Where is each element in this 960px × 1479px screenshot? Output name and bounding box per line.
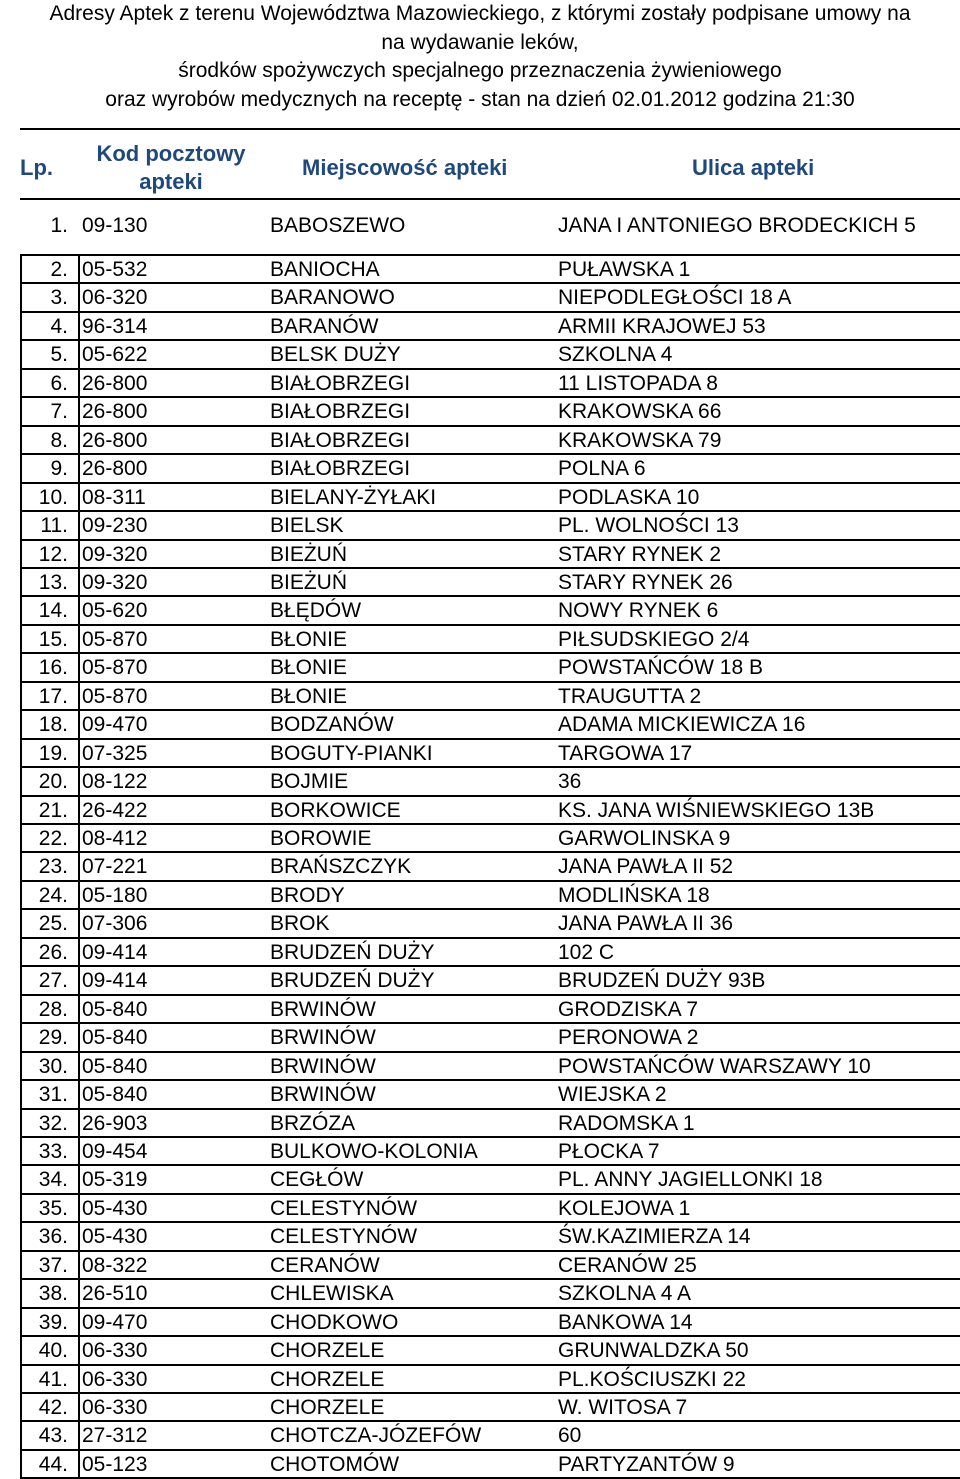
cell-lp: 9.	[50, 457, 68, 481]
cell-miejscowosc: BIAŁOBRZEGI	[270, 457, 411, 481]
cell-miejscowosc: BRZÓZA	[270, 1111, 356, 1135]
column-header-kod-line1: Kod pocztowy	[96, 141, 246, 166]
cell-kod: 26-422	[82, 798, 148, 822]
cell-ulica: PERONOWA 2	[558, 1026, 699, 1050]
cell-kod: 08-122	[82, 770, 148, 794]
table-row	[0, 626, 960, 655]
cell-miejscowosc: BELSK DUŻY	[270, 343, 401, 367]
cell-ulica: ŚW.KAZIMIERZA 14	[558, 1225, 751, 1249]
cell-kod: 09-470	[82, 1310, 148, 1334]
cell-kod: 09-470	[82, 713, 148, 737]
cell-ulica: GRODZISKA 7	[558, 997, 699, 1021]
cell-miejscowosc: BIELANY-ŻYŁAKI	[270, 485, 437, 509]
cell-kod: 05-620	[82, 599, 148, 623]
table-row	[0, 512, 960, 541]
table-row	[0, 541, 960, 570]
cell-kod: 05-840	[82, 1026, 148, 1050]
cell-miejscowosc: BOJMIE	[270, 770, 349, 794]
column-header-ulica: Ulica apteki	[692, 155, 815, 180]
cell-kod: 07-306	[82, 912, 148, 936]
cell-ulica: ADAMA MICKIEWICZA 16	[558, 713, 806, 737]
cell-lp: 17.	[38, 684, 68, 708]
cell-lp: 16.	[38, 656, 68, 680]
cell-kod: 06-320	[82, 286, 148, 310]
table-row	[0, 996, 960, 1025]
cell-lp: 22.	[38, 827, 68, 850]
cell-kod: 27-312	[82, 1424, 148, 1448]
table-left-border	[20, 256, 22, 1478]
document-title	[0, 0, 960, 114]
cell-kod: 09-414	[82, 969, 148, 993]
cell-miejscowosc: BRWINÓW	[270, 1026, 376, 1050]
cell-lp: 1.	[50, 214, 68, 237]
cell-miejscowosc: BRUDZEŃ DUŻY	[270, 969, 435, 993]
cell-kod: 05-840	[82, 1054, 148, 1078]
table-row	[0, 212, 960, 248]
cell-miejscowosc: CHLEWISKA	[270, 1282, 394, 1306]
cell-ulica: NIEPODLEGŁOŚCI 18 A	[558, 286, 792, 310]
table-row	[0, 398, 960, 427]
cell-lp: 33.	[38, 1139, 68, 1163]
cell-ulica: W. WITOSA 7	[558, 1396, 688, 1419]
cell-miejscowosc: CHORZELE	[270, 1367, 385, 1391]
cell-miejscowosc: BRWINÓW	[270, 1083, 376, 1107]
column-header-kod-line2: apteki	[139, 169, 203, 194]
cell-lp: 27.	[38, 969, 68, 993]
cell-lp: 11.	[40, 514, 68, 538]
cell-miejscowosc: CHODKOWO	[270, 1310, 399, 1334]
title-line-3: środków spożywczych specjalnego przeznaczenia żywieniowego	[178, 59, 782, 82]
cell-kod: 26-510	[82, 1282, 148, 1306]
cell-miejscowosc: BARANÓW	[270, 314, 379, 338]
table-row	[0, 654, 960, 683]
cell-ulica: CERANÓW 25	[558, 1253, 697, 1277]
cell-kod: 05-123	[82, 1452, 148, 1476]
table-row	[0, 427, 960, 456]
cell-kod: 05-870	[82, 684, 148, 708]
cell-miejscowosc: BROK	[270, 912, 330, 936]
cell-lp: 34.	[38, 1168, 68, 1192]
cell-lp: 18.	[38, 713, 68, 737]
column-divider-lp	[78, 256, 80, 1478]
cell-miejscowosc: BODZANÓW	[270, 713, 394, 737]
table-row	[0, 1223, 960, 1252]
cell-ulica: PL.KOŚCIUSZKI 22	[558, 1367, 746, 1391]
table-row	[0, 1280, 960, 1309]
cell-miejscowosc: BRWINÓW	[270, 997, 376, 1021]
cell-kod: 05-532	[82, 258, 148, 281]
title-line-4: oraz wyrobów medycznych na receptę - stan na dzień 02.01.2012 godzina 21:30	[105, 87, 855, 111]
cell-lp: 10.	[38, 485, 68, 509]
cell-miejscowosc: BRAŃSZCZYK	[270, 855, 412, 879]
cell-miejscowosc: BIELSK	[270, 514, 344, 538]
cell-kod: 26-800	[82, 457, 148, 481]
cell-lp: 38.	[38, 1282, 68, 1306]
table-row	[0, 740, 960, 769]
cell-ulica: SZKOLNA 4 A	[558, 1282, 692, 1306]
table-row	[0, 1024, 960, 1053]
cell-miejscowosc: BIEŻUŃ	[270, 542, 348, 566]
table-row	[0, 853, 960, 882]
table-row	[0, 683, 960, 712]
cell-kod: 05-870	[82, 627, 148, 651]
cell-lp: 36.	[38, 1225, 68, 1249]
cell-lp: 30.	[38, 1054, 68, 1078]
cell-kod: 26-800	[82, 400, 148, 424]
table-row	[0, 1081, 960, 1110]
table-row	[0, 1309, 960, 1338]
cell-kod: 06-330	[82, 1367, 148, 1391]
table-row	[0, 768, 960, 797]
cell-miejscowosc: CHOTOMÓW	[270, 1452, 400, 1476]
cell-kod: 09-320	[82, 542, 148, 566]
cell-kod: 05-840	[82, 997, 148, 1021]
cell-kod: 05-180	[82, 883, 148, 907]
cell-ulica: BANKOWA 14	[558, 1310, 693, 1334]
table-row	[0, 939, 960, 968]
cell-kod: 05-430	[82, 1225, 148, 1249]
cell-miejscowosc: BOGUTY-PIANKI	[270, 741, 433, 765]
cell-ulica: PODLASKA 10	[558, 485, 700, 509]
cell-lp: 25.	[38, 912, 68, 936]
cell-lp: 8.	[50, 428, 68, 452]
cell-miejscowosc: BRWINÓW	[270, 1054, 376, 1078]
table-row	[0, 1053, 960, 1082]
table-row	[0, 256, 960, 285]
cell-miejscowosc: BIAŁOBRZEGI	[270, 428, 411, 452]
cell-ulica: PŁOCKA 7	[558, 1139, 660, 1163]
cell-kod: 06-330	[82, 1339, 148, 1363]
table-row	[0, 455, 960, 484]
cell-lp: 13.	[38, 570, 68, 594]
cell-kod: 05-319	[82, 1168, 148, 1192]
cell-ulica: 36	[558, 770, 582, 794]
table-row	[0, 1422, 960, 1451]
cell-ulica: GRUNWALDZKA 50	[558, 1339, 749, 1363]
cell-miejscowosc: CHOTCZA-JÓZEFÓW	[270, 1424, 482, 1448]
cell-miejscowosc: BŁĘDÓW	[270, 599, 362, 623]
table-row	[0, 1252, 960, 1281]
table-row	[0, 370, 960, 399]
cell-kod: 26-800	[82, 371, 148, 395]
table-row	[0, 597, 960, 626]
title-line-2: na wydawanie leków,	[381, 30, 579, 54]
cell-kod: 09-130	[82, 214, 148, 237]
cell-lp: 7.	[50, 400, 68, 424]
cell-miejscowosc: BABOSZEWO	[270, 214, 406, 237]
cell-ulica: TRAUGUTTA 2	[558, 684, 702, 708]
cell-kod: 26-800	[82, 428, 148, 452]
table-row	[0, 1195, 960, 1224]
cell-ulica: TARGOWA 17	[558, 741, 693, 765]
cell-ulica: KS. JANA WIŚNIEWSKIEGO 13B	[558, 798, 875, 822]
cell-lp: 5.	[50, 343, 68, 367]
cell-kod: 96-314	[82, 314, 148, 338]
cell-ulica: POWSTAŃCÓW WARSZAWY 10	[558, 1054, 871, 1078]
cell-kod: 05-870	[82, 656, 148, 680]
cell-ulica: GARWOLINSKA 9	[558, 827, 731, 850]
cell-lp: 31.	[38, 1083, 68, 1107]
cell-lp: 39.	[38, 1310, 68, 1334]
column-header-miejscowosc: Miejscowość apteki	[302, 155, 508, 180]
cell-miejscowosc: CHORZELE	[270, 1396, 385, 1419]
cell-lp: 4.	[50, 314, 68, 338]
cell-lp: 41.	[38, 1367, 68, 1391]
cell-miejscowosc: BOROWIE	[270, 827, 372, 850]
cell-kod: 05-430	[82, 1196, 148, 1220]
cell-miejscowosc: BRODY	[270, 883, 345, 907]
cell-lp: 28.	[38, 997, 68, 1021]
table-row	[0, 284, 960, 313]
cell-kod: 09-230	[82, 514, 148, 538]
cell-kod: 08-322	[82, 1253, 148, 1277]
cell-kod: 05-622	[82, 343, 148, 367]
cell-kod: 09-414	[82, 940, 148, 964]
cell-lp: 24.	[38, 883, 68, 907]
cell-miejscowosc: BŁONIE	[270, 656, 348, 680]
cell-lp: 3.	[50, 286, 68, 310]
cell-ulica: POLNA 6	[558, 457, 646, 481]
cell-lp: 43.	[38, 1424, 68, 1448]
cell-ulica: PL. ANNY JAGIELLONKI 18	[558, 1168, 823, 1192]
cell-ulica: PL. WOLNOŚCI 13	[558, 514, 739, 538]
cell-miejscowosc: BARANOWO	[270, 286, 395, 310]
cell-miejscowosc: CERANÓW	[270, 1253, 380, 1277]
column-header-kod	[82, 140, 260, 196]
cell-ulica: NOWY RYNEK 6	[558, 599, 719, 623]
cell-lp: 12.	[38, 542, 68, 566]
column-header-lp: Lp.	[20, 155, 53, 180]
cell-lp: 40.	[38, 1339, 68, 1363]
cell-ulica: SZKOLNA 4	[558, 343, 673, 367]
table-row	[0, 825, 960, 854]
cell-ulica: STARY RYNEK 2	[558, 542, 722, 566]
cell-miejscowosc: BRUDZEŃ DUŻY	[270, 940, 435, 964]
cell-ulica: JANA I ANTONIEGO BRODECKICH 5	[558, 214, 916, 237]
table-row	[0, 711, 960, 740]
cell-lp: 2.	[50, 258, 68, 281]
cell-ulica: PARTYZANTÓW 9	[558, 1452, 735, 1476]
cell-lp: 32.	[38, 1111, 68, 1135]
cell-miejscowosc: BIAŁOBRZEGI	[270, 371, 411, 395]
cell-kod: 07-325	[82, 741, 148, 765]
table-row	[0, 1366, 960, 1395]
cell-miejscowosc: BIEŻUŃ	[270, 570, 348, 594]
cell-lp: 26.	[38, 940, 68, 964]
cell-lp: 44.	[38, 1452, 68, 1476]
cell-miejscowosc: BANIOCHA	[270, 258, 380, 281]
table-row	[0, 313, 960, 342]
cell-ulica: PIŁSUDSKIEGO 2/4	[558, 627, 750, 651]
cell-kod: 05-840	[82, 1083, 148, 1107]
cell-kod: 08-412	[82, 827, 148, 850]
cell-kod: 26-903	[82, 1111, 148, 1135]
cell-miejscowosc: CHORZELE	[270, 1339, 385, 1363]
cell-lp: 21.	[38, 798, 68, 822]
table-row	[0, 484, 960, 513]
cell-lp: 6.	[50, 371, 68, 395]
cell-ulica: JANA PAWŁA II 36	[558, 912, 734, 936]
table-row	[0, 1394, 960, 1423]
cell-miejscowosc: CEGŁÓW	[270, 1168, 364, 1192]
cell-miejscowosc: BULKOWO-KOLONIA	[270, 1139, 478, 1163]
table-row	[0, 1138, 960, 1167]
cell-ulica: 60	[558, 1424, 582, 1448]
cell-kod: 07-221	[82, 855, 148, 879]
cell-lp: 35.	[38, 1196, 68, 1220]
table-row	[0, 341, 960, 370]
table-row	[0, 569, 960, 598]
cell-kod: 09-320	[82, 570, 148, 594]
cell-miejscowosc: BŁONIE	[270, 627, 348, 651]
cell-ulica: KRAKOWSKA 66	[558, 400, 722, 424]
header-bottom-border	[20, 198, 960, 200]
cell-lp: 15.	[38, 627, 68, 651]
cell-lp: 42.	[38, 1396, 68, 1419]
table-row	[0, 1110, 960, 1139]
table-top-border	[20, 128, 960, 130]
cell-ulica: MODLIŃSKA 18	[558, 883, 710, 907]
cell-lp: 19.	[38, 741, 68, 765]
table-row	[0, 797, 960, 826]
table-row	[0, 967, 960, 996]
table-row	[0, 1166, 960, 1195]
cell-ulica: ARMII KRAJOWEJ 53	[558, 314, 766, 338]
cell-miejscowosc: CELESTYNÓW	[270, 1196, 418, 1220]
cell-kod: 06-330	[82, 1396, 148, 1419]
cell-ulica: STARY RYNEK 26	[558, 570, 733, 594]
table-row	[0, 1451, 960, 1479]
cell-ulica: PUŁAWSKA 1	[558, 258, 691, 281]
cell-lp: 37.	[38, 1253, 68, 1277]
cell-ulica: BRUDZEŃ DUŻY 93B	[558, 969, 766, 993]
cell-ulica: KOLEJOWA 1	[558, 1196, 691, 1220]
table-row	[0, 882, 960, 911]
title-line-1: Adresy Aptek z terenu Województwa Mazowieckiego, z którymi zostały podpisane umowy na	[49, 2, 911, 25]
cell-lp: 23.	[38, 855, 68, 879]
table-row	[0, 1337, 960, 1366]
cell-lp: 14.	[38, 599, 68, 623]
cell-miejscowosc: BORKOWICE	[270, 798, 401, 822]
cell-miejscowosc: BŁONIE	[270, 684, 348, 708]
cell-ulica: 11 LISTOPADA 8	[558, 371, 718, 395]
cell-lp: 29.	[38, 1026, 68, 1050]
cell-miejscowosc: BIAŁOBRZEGI	[270, 400, 411, 424]
cell-miejscowosc: CELESTYNÓW	[270, 1225, 418, 1249]
cell-ulica: 102 C	[558, 940, 615, 964]
cell-kod: 09-454	[82, 1139, 148, 1163]
cell-lp: 20.	[38, 770, 68, 794]
cell-kod: 08-311	[82, 485, 146, 509]
table-row	[0, 910, 960, 939]
cell-ulica: KRAKOWSKA 79	[558, 428, 722, 452]
cell-ulica: JANA PAWŁA II 52	[558, 855, 734, 879]
cell-ulica: RADOMSKA 1	[558, 1111, 695, 1135]
cell-ulica: POWSTAŃCÓW 18 B	[558, 656, 763, 680]
cell-ulica: WIEJSKA 2	[558, 1083, 667, 1107]
